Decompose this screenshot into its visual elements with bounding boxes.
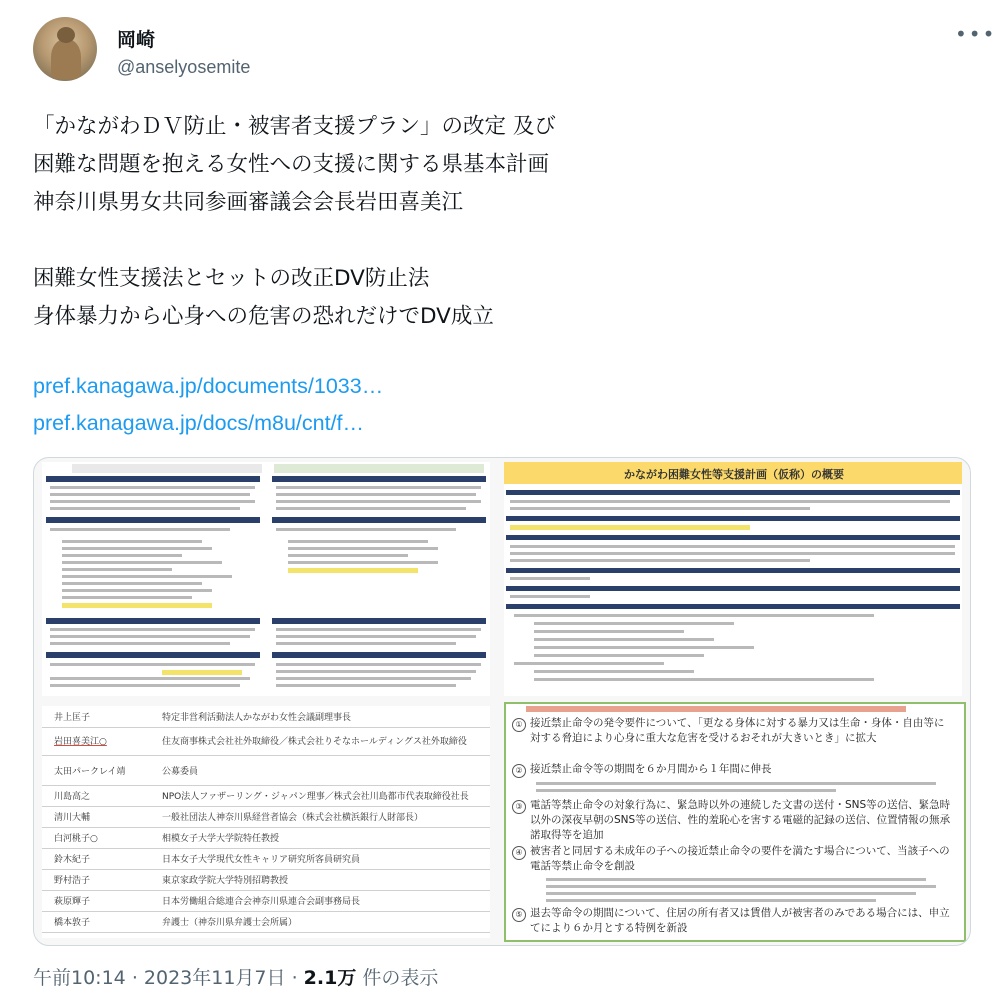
member-name: 太田パークレイ靖 bbox=[54, 767, 126, 777]
tweet-timestamp[interactable] bbox=[33, 963, 438, 990]
table-row bbox=[42, 890, 490, 912]
table-row bbox=[42, 848, 490, 870]
tweet-link[interactable]: pref.kanagawa.jp/documents/1033… bbox=[33, 374, 384, 398]
table-row bbox=[42, 806, 490, 828]
tweet-date[interactable]: 2023年11月7日 bbox=[143, 967, 286, 989]
tweet-media-image[interactable] bbox=[33, 457, 971, 946]
amendment-point: 接近禁止命令の発令要件について、「更なる身体に対する暴力又は生命・身体・自由等に対する脅迫により心身に重大な危害を受けるおそれが大きいとき」に拡大 bbox=[530, 717, 945, 744]
doc-title: かながわ困難女性等支援計画（仮称）の概要 bbox=[624, 468, 844, 481]
author-handle[interactable]: @anselyosemite bbox=[117, 57, 251, 77]
plan-overview-document bbox=[504, 462, 962, 696]
section-bar bbox=[46, 476, 260, 482]
amendment-point: 電話等禁止命令の対象行為に、緊急時以外の連続した文書の送付・SNS等の送信、緊急時以外の深夜早朝のSNS等の送信、性的羞恥心を害する電磁的記録の送信、位置情報の無承諾取得等を追加 bbox=[530, 799, 951, 841]
section-bar bbox=[272, 476, 486, 482]
member-name: 川島高之 bbox=[54, 792, 91, 802]
member-name: 白河桃子○ bbox=[54, 834, 98, 844]
member-name: 清川大輔 bbox=[54, 813, 91, 823]
table-row bbox=[42, 755, 490, 786]
member-role: 公募委員 bbox=[162, 767, 199, 777]
avatar-figure bbox=[51, 39, 81, 79]
dv-law-amendment-document bbox=[504, 702, 966, 942]
member-name: 岩田喜美江○ bbox=[54, 737, 107, 747]
plan-comparison-document bbox=[42, 462, 490, 696]
member-name: 橋本敦子 bbox=[54, 918, 91, 928]
table-row bbox=[42, 869, 490, 891]
member-role: 一般社団法人神奈川県経営者協会（株式会社横浜銀行人財部長） bbox=[162, 813, 424, 823]
list-number: ③ bbox=[512, 800, 526, 814]
avatar[interactable] bbox=[33, 17, 97, 81]
member-role: 日本労働組合総連合会神奈川県連合会副事務局長 bbox=[162, 897, 361, 907]
table-row bbox=[42, 911, 490, 933]
table-row bbox=[42, 827, 490, 849]
view-count[interactable]: 2.1万 bbox=[303, 967, 357, 989]
member-role: 弁護士（神奈川県弁護士会所属） bbox=[162, 918, 298, 928]
doc-heading-bar bbox=[72, 464, 262, 473]
amendment-point: 接近禁止命令等の期間を６か月間から１年間に伸長 bbox=[530, 763, 772, 775]
view-count-label: 件の表示 bbox=[362, 967, 439, 989]
tweet-text-line: 身体暴力から心身への危害の恐れだけでDV成立 bbox=[33, 304, 494, 329]
amendment-point: 退去等命令の期間について、住居の所有者又は賃借人が被害者のみである場合には、申立てにより６か月とする特例を新設 bbox=[530, 907, 950, 934]
tweet-text-line: 「かながわＤＶ防止・被害者支援プラン」の改定 及び bbox=[33, 114, 556, 139]
member-role: 特定非営利活動法人かながわ女性会議副理事長 bbox=[162, 713, 352, 723]
member-role: 東京家政学院大学特別招聘教授 bbox=[162, 876, 289, 886]
table-row bbox=[42, 785, 490, 807]
member-role: 住友商事株式会社社外取締役／株式会社りそなホールディングス社外取締役 bbox=[162, 737, 467, 747]
more-options-icon[interactable]: ••• bbox=[955, 22, 997, 46]
separator-dot: · bbox=[291, 967, 298, 989]
member-role: NPO法人ファザーリング・ジャパン理事／株式会社川島都市代表取締役社長 bbox=[162, 792, 469, 802]
council-members-table bbox=[42, 706, 490, 938]
table-row bbox=[42, 725, 490, 756]
member-role bbox=[162, 936, 315, 938]
author-display-name[interactable]: 岡崎 bbox=[117, 29, 156, 51]
tweet-link[interactable]: pref.kanagawa.jp/docs/m8u/cnt/f… bbox=[33, 411, 365, 435]
doc-heading-bar bbox=[274, 464, 484, 473]
member-name: 井上匡子 bbox=[54, 713, 91, 723]
list-number: ⑤ bbox=[512, 908, 526, 922]
tweet-text-line: 神奈川県男女共同参画審議会会長岩田喜美江 bbox=[33, 190, 464, 215]
list-number: ④ bbox=[512, 846, 526, 860]
amendment-point: 被害者と同居する未成年の子への接近禁止命令の要件を満たす場合について、当該子への電話等禁止命令を創設 bbox=[530, 845, 950, 872]
separator-dot: · bbox=[131, 967, 138, 989]
member-name: 萩原輝子 bbox=[54, 897, 91, 907]
tweet-text-line: 困難女性支援法とセットの改正DV防止法 bbox=[33, 266, 430, 291]
avatar-figure-head bbox=[57, 27, 75, 43]
member-role: 相模女子大学大学院特任教授 bbox=[162, 834, 280, 844]
tweet-time[interactable]: 午前10:14 bbox=[33, 967, 126, 989]
table-row bbox=[42, 932, 490, 938]
list-number: ① bbox=[512, 718, 526, 732]
member-name: 野村浩子 bbox=[54, 876, 91, 886]
member-role: 日本女子大学現代女性キャリア研究所客員研究員 bbox=[162, 855, 361, 865]
member-name bbox=[54, 936, 81, 938]
tweet-text-line: 困難な問題を抱える女性への支援に関する県基本計画 bbox=[33, 152, 550, 177]
member-name: 鈴木紀子 bbox=[54, 855, 91, 865]
list-number: ② bbox=[512, 764, 526, 778]
